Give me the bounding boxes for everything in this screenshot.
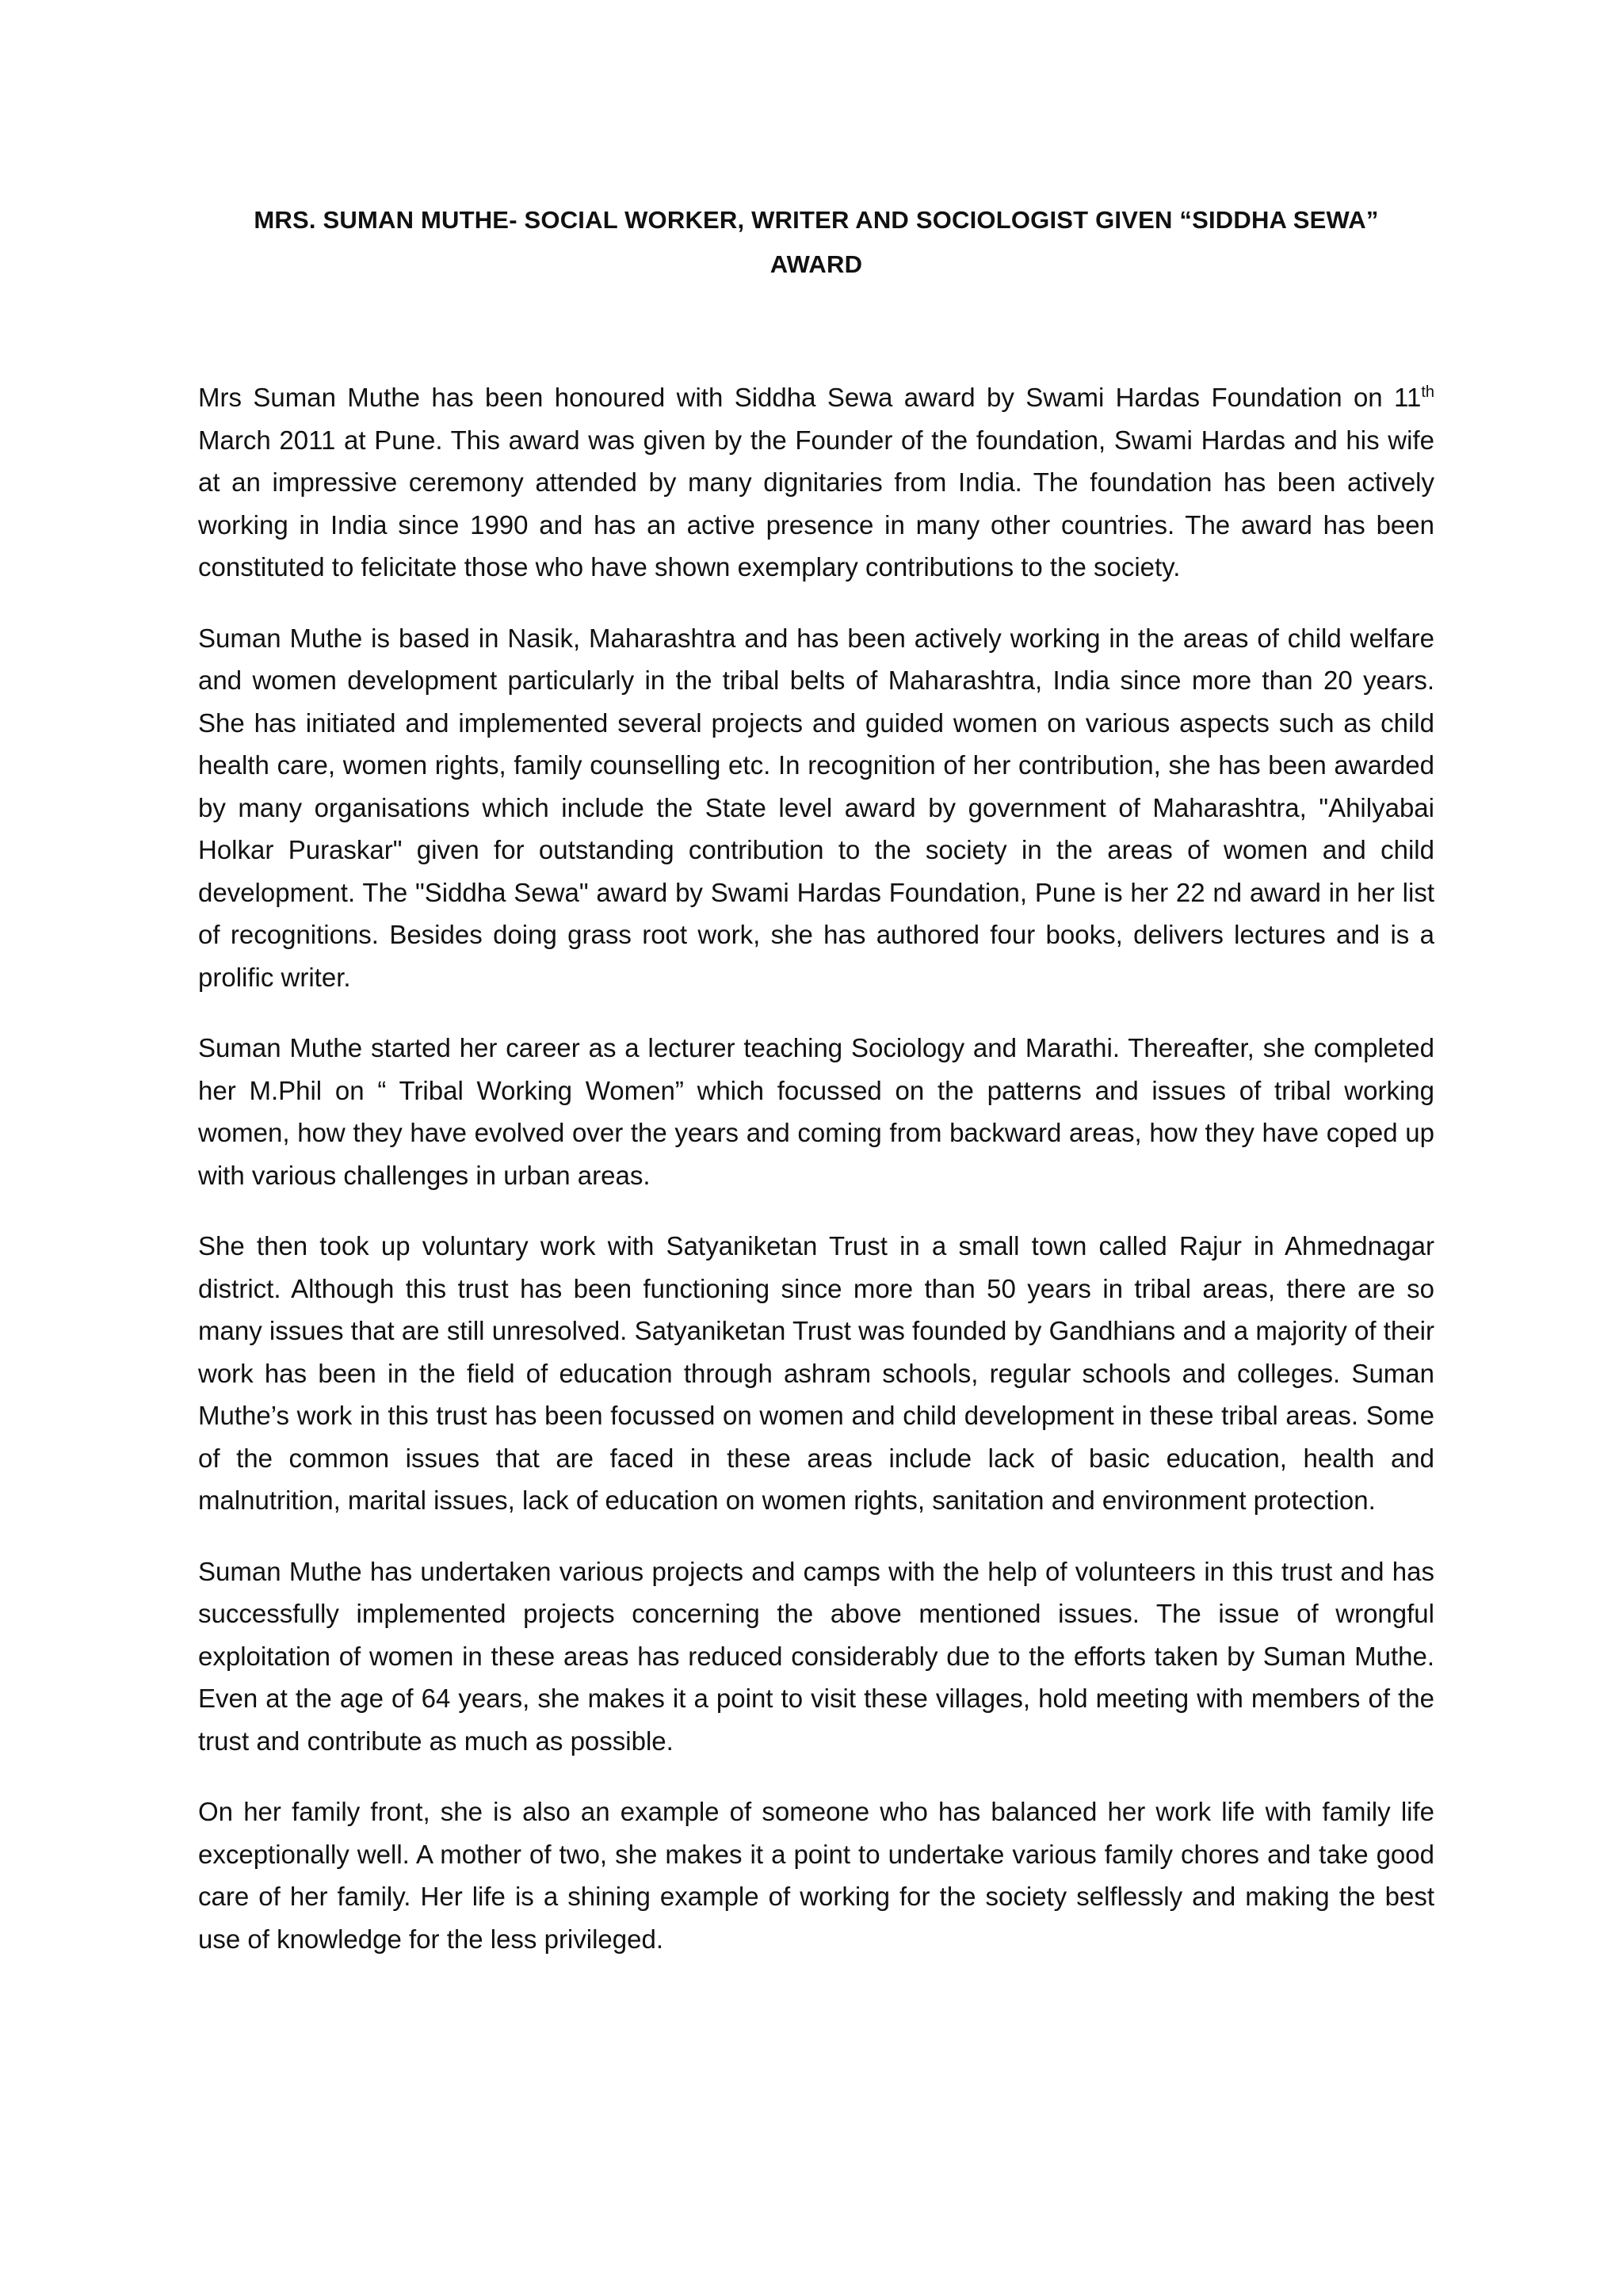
document-body xyxy=(198,376,1434,1989)
paragraph-projects: Suman Muthe has undertaken various projects and camps with the help of volunteers in this trust and has successfully implemented projects concerning the above mentioned issues. The issue of wrongful exploitation of women in these areas has reduced considerably due to the efforts taken by Suman Muthe. Even at the age of 64 years, she makes it a point to visit these villages, hold meeting with members of the trust and contribute as much as possible. xyxy=(198,1556,1434,1756)
paragraph-background: Suman Muthe is based in Nasik, Maharashtra and has been actively working in the areas of child welfare and women development particularly in the tribal belts of Maharashtra, India since more than 20 years. She has initiated and implemented several projects and guided women on various aspects such as child health care, women rights, family counselling etc. In recognition of her contribution, she has been awarded by many organisations which include the State level award by government of Maharashtra, "Ahilyabai Holkar Puraskar" given for outstanding contribution to the society in the areas of women and child development. The "Siddha Sewa" award by Swami Hardas Foundation, Pune is her 22 nd award in her list of recognitions. Besides doing grass root work, she has authored four books, delivers lectures and is a prolific writer. xyxy=(198,623,1434,992)
paragraph-award-rest: March 2011 at Pune. This award was given by the Founder of the foundation, Swami Hardas and his wife at an impressive ceremony attended by many dignitaries from India. The foundation has been actively working in India since 1990 and has an active presence in many other countries. The award has been constituted to felicitate those who have shown exemplary contributions to the society. xyxy=(198,425,1434,582)
paragraph-award-start: Mrs Suman Muthe has been honoured with Siddha Sewa award by Swami Hardas Foundation on 11 xyxy=(198,383,1422,412)
paragraph-award xyxy=(198,376,1434,589)
paragraph-trust-work: She then took up voluntary work with Satyaniketan Trust in a small town called Rajur in Ahmednagar district. Although this trust has been functioning since more than 50 years in tribal areas, there are so many issues that are still unresolved. Satyaniketan Trust was founded by Gandhians and a majority of their work has been in the field of education through ashram schools, regular schools and colleges. Suman Muthe’s work in this trust has been focussed on women and child development in these tribal areas. Some of the common issues that are faced in these areas include lack of basic education, health and malnutrition, marital issues, lack of education on women rights, sanitation and environment protection. xyxy=(198,1231,1434,1515)
document-title xyxy=(198,198,1434,287)
ordinal-suffix: th xyxy=(1421,383,1434,401)
paragraph-family: On her family front, she is also an example of someone who has balanced her work life with family life exceptionally well. A mother of two, she makes it a point to undertake various family chores and take good care of her family. Her life is a shining example of working for the society selflessly and making the best use of knowledge for the less privileged. xyxy=(198,1797,1434,1954)
paragraph-career: Suman Muthe started her career as a lecturer teaching Sociology and Marathi. Thereafter, she completed her M.Phil on “ Tribal Working Women” which focussed on the patterns and issues of tribal working women, how they have evolved over the years and coming from backward areas, how they have coped up with various challenges in urban areas. xyxy=(198,1033,1434,1190)
title-line-1: MRS. SUMAN MUTHE- SOCIAL WORKER, WRITER AND SOCIOLOGIST GIVEN “SIDDHA SEWA” xyxy=(254,206,1379,234)
title-line-2: AWARD xyxy=(769,250,863,278)
